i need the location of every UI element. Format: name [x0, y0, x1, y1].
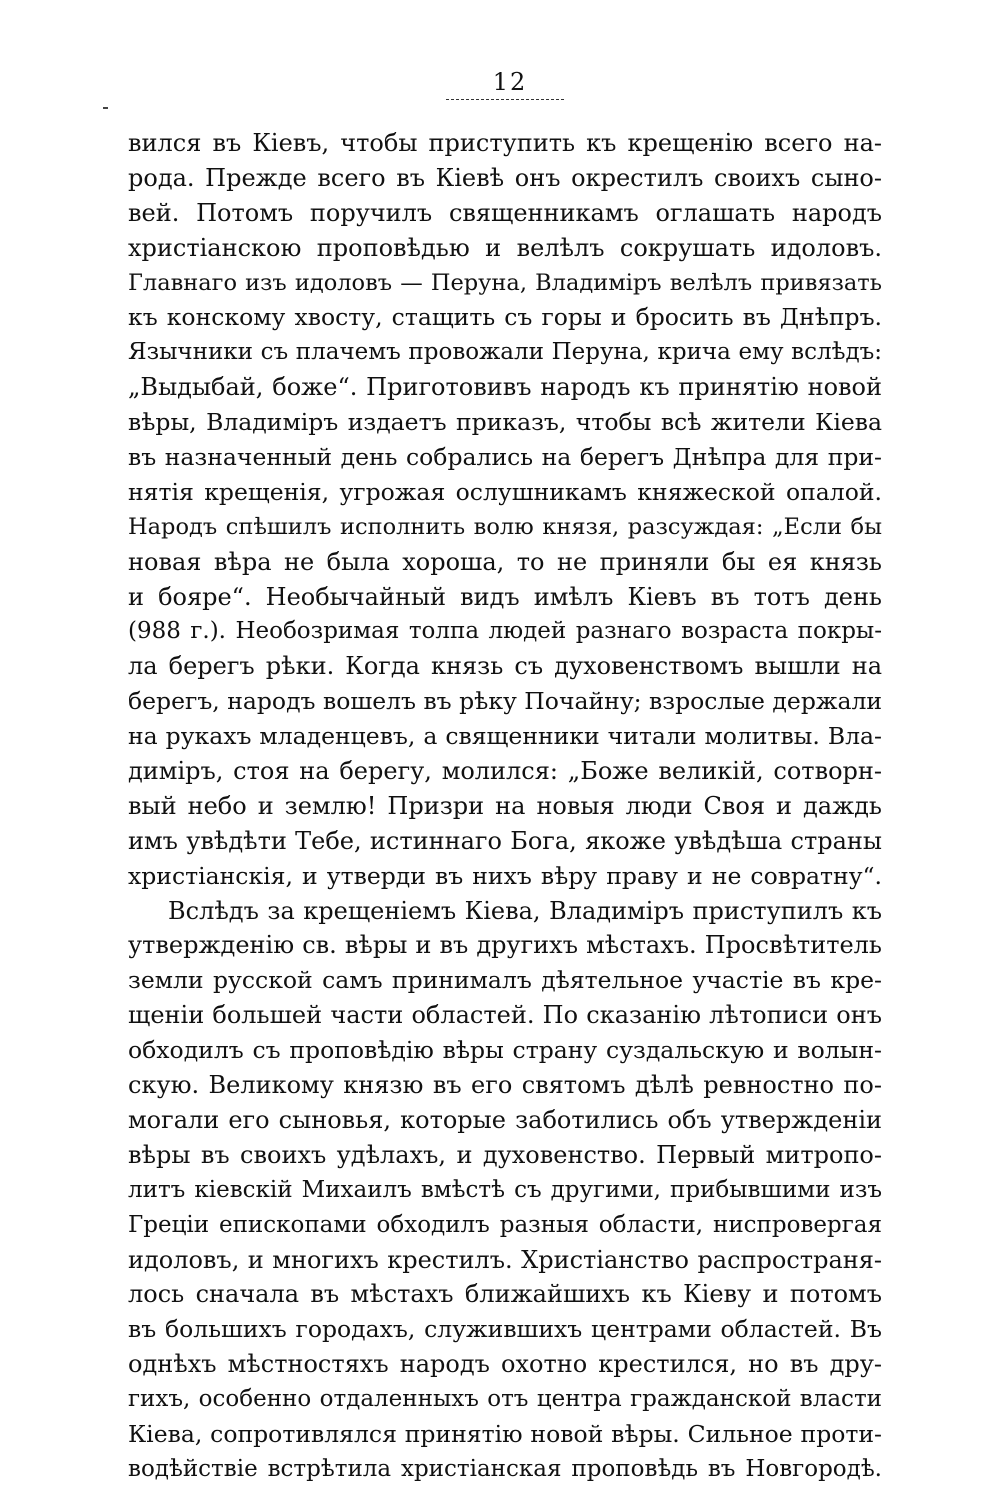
- text-line: берегъ, народъ вошелъ въ рѣку Почайну; взрослые держали: [128, 687, 882, 716]
- text-line: скую. Великому князю въ его святомъ дѣлѣ ревностно по-: [128, 1071, 882, 1100]
- text-line: христіанскою проповѣдью и велѣлъ сокрушать идоловъ.: [128, 233, 882, 262]
- text-line: Кіева, сопротивлялся принятію новой вѣры. Сильное проти-: [128, 1419, 882, 1448]
- text-line: вѣры въ своихъ удѣлахъ, и духовенство. Первый митропо-: [128, 1140, 882, 1169]
- text-line: на рукахъ младенцевъ, а священники читали молитвы. Вла-: [128, 722, 882, 751]
- text-line: христіанскія, и утверди въ нихъ вѣру праву и не совратну“.: [128, 861, 882, 890]
- text-line: утвержденію св. вѣры и въ другихъ мѣстахъ. Просвѣтитель: [128, 931, 882, 960]
- text-line: лось сначала въ мѣстахъ ближайшихъ къ Кіеву и потомъ: [128, 1280, 882, 1309]
- text-line: идоловъ, и многихъ крестилъ. Христіанство распространя-: [128, 1245, 882, 1274]
- text-line: Народъ спѣшилъ исполнить волю князя, разсуждая: „Если бы: [128, 513, 882, 540]
- text-line: Греціи епископами обходилъ разныя области, ниспровергая: [128, 1211, 882, 1238]
- text-line: вый небо и землю! Призри на новыя люди Своя и даждь: [128, 791, 882, 820]
- text-line: могали его сыновья, которые заботились объ утвержденіи: [128, 1105, 882, 1134]
- text-line: земли русской самъ принималъ дѣятельное участіе въ кре-: [128, 966, 882, 995]
- text-line: новая вѣра не была хороша, то не приняли бы ея князь: [128, 547, 882, 576]
- text-line: (988 г.). Необозримая толпа людей разнаго возраста покры-: [128, 618, 882, 645]
- text-line-paragraph-start: Вслѣдъ за крещеніемъ Кіева, Владиміръ приступилъ къ: [168, 896, 882, 925]
- text-line: обходилъ съ проповѣдію вѣры страну суздальскую и волын-: [128, 1036, 882, 1065]
- text-line: щеніи большей части областей. По сказанію лѣтописи онъ: [128, 1001, 882, 1030]
- text-line: однѣхъ мѣстностяхъ народъ охотно крестился, но въ дру-: [128, 1350, 882, 1379]
- text-line: вей. Потомъ поручилъ священникамъ оглашать народъ: [128, 198, 882, 227]
- header-rule: [446, 99, 564, 100]
- text-line: въ назначенный день собрались на берегъ Днѣпра для при-: [128, 443, 882, 472]
- text-line: „Выдыбай, боже“. Приготовивъ народъ къ принятію новой: [128, 373, 882, 402]
- page-number: 12: [492, 68, 528, 96]
- text-line: водѣйствіе встрѣтила христіанская проповѣдь въ Новгородѣ.: [128, 1455, 882, 1482]
- text-line: диміръ, стоя на берегу, молился: „Боже великій, сотворн-: [128, 757, 882, 786]
- margin-mark: [103, 107, 108, 109]
- text-line: въ большихъ городахъ, служившихъ центрами областей. Въ: [128, 1315, 882, 1344]
- text-line: вѣры, Владиміръ издаетъ приказъ, чтобы всѣ жители Кіева: [128, 408, 882, 437]
- text-line: литъ кіевскій Михаилъ вмѣстѣ съ другими, прибывшими изъ: [128, 1176, 882, 1203]
- text-line: и бояре“. Необычайный видъ имѣлъ Кіевъ въ тотъ день: [128, 582, 882, 611]
- text-line: къ конскому хвосту, стащить съ горы и бросить въ Днѣпръ.: [128, 303, 882, 332]
- text-line: имъ увѣдѣти Тебе, истиннаго Бога, якоже увѣдѣша страны: [128, 826, 882, 855]
- body-text: [128, 126, 882, 1487]
- text-line: ла берегъ рѣки. Когда князь съ духовенствомъ вышли на: [128, 652, 882, 681]
- text-line: рода. Прежде всего въ Кіевѣ онъ окрестилъ своихъ сыно-: [128, 163, 882, 192]
- text-line: вился въ Кіевъ, чтобы приступить къ крещенію всего на-: [128, 129, 882, 157]
- text-line: гихъ, особенно отдаленныхъ отъ центра гражданской власти: [128, 1386, 882, 1413]
- text-line: нятія крещенія, угрожая ослушникамъ княжеской опалой.: [128, 477, 882, 506]
- text-line: Язычники съ плачемъ провожали Перуна, крича ему вслѣдъ:: [128, 339, 882, 366]
- text-line: Главнаго изъ идоловъ — Перуна, Владиміръ велѣлъ привязать: [128, 269, 882, 296]
